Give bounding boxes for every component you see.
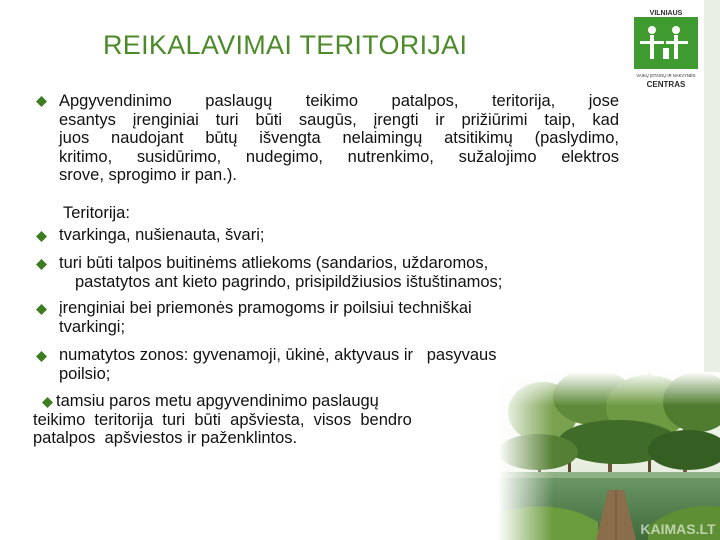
- territory-heading: Teritorija:: [63, 204, 130, 222]
- territory-item-line: teikimo teritorija turi būti apšviesta, visos bendro: [33, 410, 412, 429]
- logo-top-text: VILNIAUS: [649, 10, 683, 17]
- diamond-bullet-icon: [36, 231, 47, 242]
- territory-item: [59, 346, 496, 383]
- intro-line: kritimo, susidūrimo, nudegimo, nutrenkimo, sužalojimo elektros: [59, 147, 619, 166]
- diamond-bullet-icon: [36, 259, 47, 270]
- lake-photo: [498, 372, 720, 540]
- territory-item: [33, 392, 513, 448]
- territory-item: [59, 299, 472, 336]
- diamond-bullet-icon: [36, 304, 47, 315]
- intro-line: srove, sprogimo ir pan.).: [59, 166, 237, 184]
- territory-item-line: patalpos apšviestos ir paženklintos.: [33, 429, 298, 447]
- logo-center-text: CENTRAS: [646, 80, 686, 89]
- diamond-bullet-icon: [36, 96, 47, 107]
- slide-title: REIKALAVIMAI TERITORIJAI: [103, 30, 468, 60]
- territory-item-line: tvarkingi;: [59, 317, 126, 336]
- territory-item-line: turi būti talpos buitinėms atliekoms (sandarios, uždaromos,: [59, 254, 489, 272]
- territory-item: [59, 254, 502, 291]
- intro-paragraph: [59, 92, 619, 185]
- territory-item-line: poilsio;: [59, 364, 111, 383]
- intro-line: esantys įrenginiai turi būti saugūs, įrengti ir prižiūrimi taip, kad: [59, 110, 619, 129]
- photo-watermark: KAIMAS.LT: [640, 521, 716, 537]
- territory-item-line: numatytos zonos: gyvenamoji, ūkinė, aktyvaus ir pasyvaus: [59, 346, 497, 364]
- intro-line: juos naudojant būtų išvengta nelaimingų atsitikimų (paslydimo,: [59, 129, 619, 147]
- intro-line: Apgyvendinimo paslaugų teikimo patalpos, teritorija, jose: [59, 92, 619, 110]
- logo-small-text: VAIKŲ ĮSTAIGŲ IR NAKVYNĖS: [636, 73, 696, 78]
- territory-item: [59, 226, 264, 245]
- territory-item-line: įrenginiai bei priemonės pramogoms ir poilsiui techniškai: [59, 299, 472, 317]
- territory-item-line: tvarkinga, nušienauta, švari;: [59, 226, 265, 244]
- territory-item-line: tamsiu paros metu apgyvendinimo paslaugų: [56, 392, 379, 410]
- vilniaus-centras-logo: [630, 8, 702, 94]
- diamond-bullet-icon: [36, 351, 47, 362]
- territory-item-line: pastatytos ant kieto pagrindo, prisipildžiusios ištuštinamos;: [75, 272, 503, 291]
